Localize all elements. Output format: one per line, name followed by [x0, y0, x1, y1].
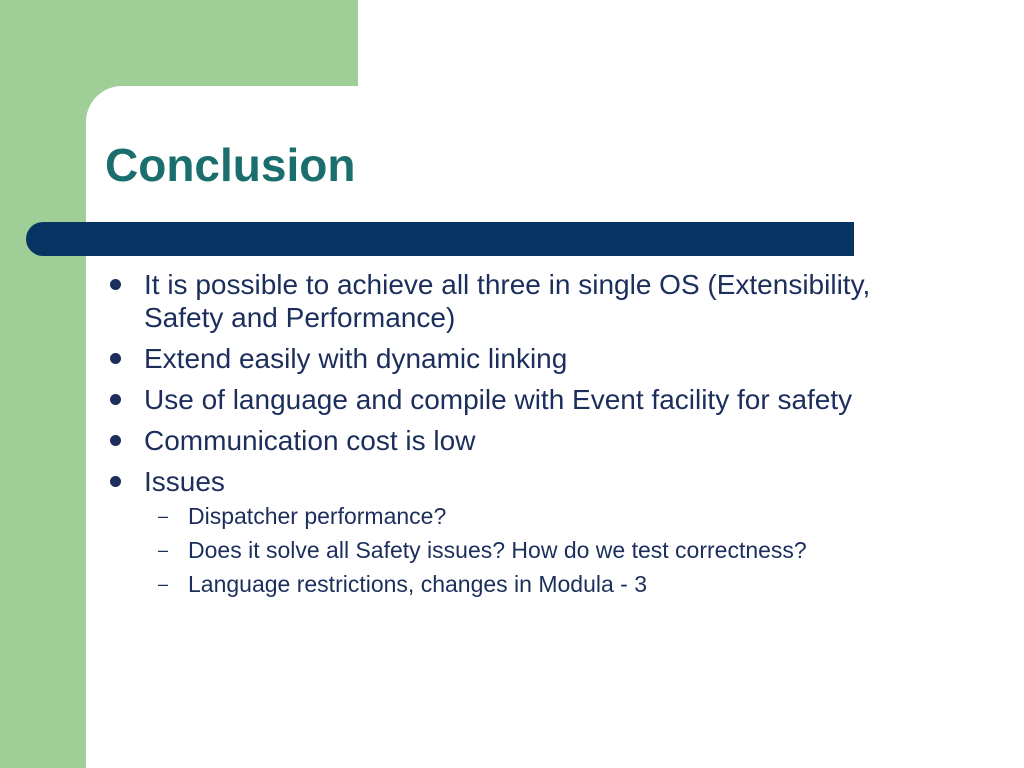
bullet-text: Use of language and compile with Event facility for safety [144, 384, 853, 415]
bullet-item [104, 268, 924, 334]
bullet-text: Extend easily with dynamic linking [144, 343, 568, 374]
bullet-item [104, 424, 924, 457]
bullet-list [104, 268, 924, 606]
title-underline-bar [26, 222, 854, 256]
dash-icon: – [158, 506, 169, 526]
dash-icon: – [158, 540, 169, 560]
sub-bullet-item [144, 504, 924, 529]
bullet-dot-icon [110, 394, 121, 405]
sub-bullet-text: Does it solve all Safety issues? How do we test correctness? [188, 537, 807, 563]
bullet-item [104, 465, 924, 597]
bullet-item [104, 383, 924, 416]
bullet-dot-icon [110, 279, 121, 290]
bullet-dot-icon [110, 435, 121, 446]
sub-bullet-item [144, 538, 924, 563]
bullet-text: Communication cost is low [144, 425, 476, 456]
sub-bullet-text: Dispatcher performance? [188, 503, 447, 529]
bullet-text: Issues [144, 466, 225, 497]
bullet-item [104, 342, 924, 375]
dash-icon: – [158, 574, 169, 594]
bullet-text: It is possible to achieve all three in single OS (Extensibility, Safety and Performance) [144, 269, 871, 333]
sub-bullet-item [144, 572, 924, 597]
slide-title: Conclusion [105, 139, 356, 191]
bullet-dot-icon [110, 353, 121, 364]
sub-bullet-text: Language restrictions, changes in Modula - 3 [188, 571, 648, 597]
bullet-dot-icon [110, 476, 121, 487]
sub-bullet-list [144, 504, 924, 597]
